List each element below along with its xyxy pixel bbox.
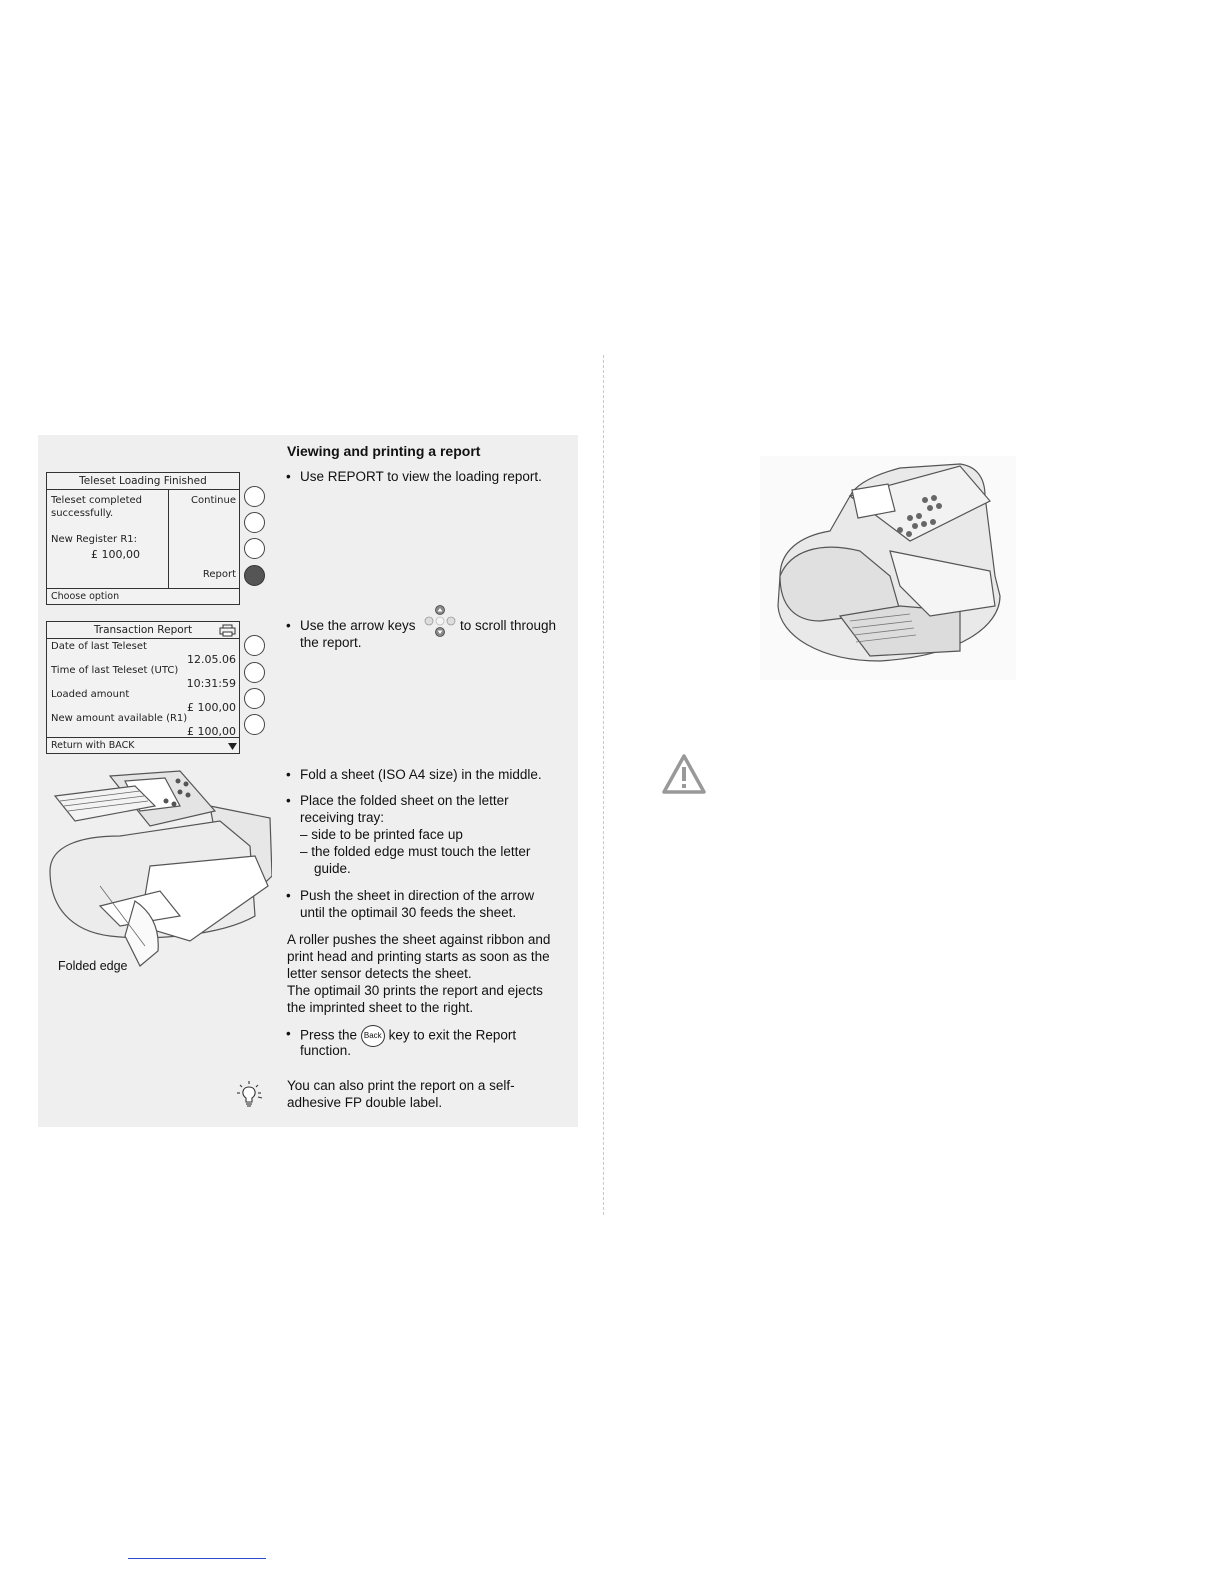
option-report: Report [202, 569, 236, 580]
step-6-text: Press the [300, 1027, 358, 1043]
back-key-icon: Back [361, 1025, 385, 1047]
paragraph-line: the imprinted sheet to the right. [287, 1000, 474, 1015]
screen-title: Teleset Loading Finished [47, 473, 239, 490]
row-value: 12.05.06 [187, 653, 236, 666]
step-2 [286, 617, 416, 634]
softkey-continue[interactable] [244, 486, 265, 507]
option-continue: Continue [191, 495, 236, 506]
softkey-4[interactable] [244, 714, 265, 735]
screen-message: Teleset completed [51, 495, 143, 506]
row-value: 10:31:59 [186, 677, 236, 690]
screen-footer [47, 737, 239, 753]
step-6-after: key to exit the Report [388, 1027, 517, 1043]
bullet-dot: • [286, 1026, 291, 1041]
step-6-cont: function. [300, 1043, 352, 1058]
section-heading: Viewing and printing a report [287, 443, 481, 459]
step-2-after: to scroll through [460, 618, 557, 633]
step-3-text: Fold a sheet (ISO A4 size) in the middle. [300, 767, 542, 782]
screen-footer: Choose option [47, 588, 239, 604]
sub-step-2-cont: guide. [314, 861, 351, 876]
row-label: Time of last Teleset (UTC) [51, 665, 179, 676]
tip-line: You can also print the report on a self- [287, 1078, 515, 1093]
lcd-screen-loading-finished [46, 472, 240, 605]
lcd-screen-transaction-report [46, 621, 240, 754]
sub-step-2: – the folded edge must touch the letter [300, 844, 531, 859]
row-label: Loaded amount [51, 689, 130, 700]
screen-title-text: Transaction Report [93, 624, 193, 636]
paragraph-line: letter sensor detects the sheet. [287, 966, 472, 981]
step-4 [286, 792, 509, 809]
machine-sheet-illustration [40, 766, 272, 976]
register-label: New Register R1: [51, 534, 138, 545]
step-1 [286, 468, 542, 485]
step-4-text: Place the folded sheet on the letter [300, 793, 509, 808]
softkey-2[interactable] [244, 512, 265, 533]
paragraph-line: A roller pushes the sheet against ribbon and [287, 932, 551, 947]
printer-icon [219, 624, 236, 637]
scroll-down-icon [228, 743, 237, 751]
step-5 [286, 887, 535, 904]
softkey-2[interactable] [244, 662, 265, 683]
step-5-text: Push the sheet in direction of the arrow [300, 888, 535, 903]
step-2-cont: the report. [300, 635, 362, 650]
row-label: New amount available (R1) [51, 713, 188, 724]
paragraph-line: print head and printing starts as soon as the [287, 949, 550, 964]
row-value: £ 100,00 [187, 725, 236, 738]
page-divider [603, 355, 604, 1215]
bullet-dot: • [286, 767, 291, 782]
warning-icon [660, 750, 708, 798]
bullet-dot: • [286, 469, 291, 484]
softkey-3[interactable] [244, 538, 265, 559]
step-1-text: Use REPORT to view the loading report. [300, 469, 542, 484]
row-value: £ 100,00 [187, 701, 236, 714]
screen-divider [168, 490, 169, 588]
softkey-3[interactable] [244, 688, 265, 709]
franking-machine-image [760, 456, 1016, 680]
register-value: £ 100,00 [91, 548, 140, 561]
lightbulb-icon [234, 1078, 268, 1112]
row-label: Date of last Teleset [51, 641, 147, 652]
softkey-report[interactable] [244, 565, 265, 586]
step-2-text: Use the arrow keys [300, 618, 416, 633]
bullet-dot: • [286, 888, 291, 903]
step-5-cont: until the optimail 30 feeds the sheet. [300, 905, 517, 920]
screen-title [47, 622, 239, 639]
bottom-link-underline [128, 1558, 266, 1559]
paragraph-line: The optimail 30 prints the report and ejects [287, 983, 543, 998]
screen-message-cont: successfully. [51, 508, 114, 519]
figure-caption: Folded edge [58, 959, 128, 973]
bullet-dot: • [286, 618, 291, 633]
bullet-dot: • [286, 793, 291, 808]
step-4-cont: receiving tray: [300, 810, 385, 825]
step-3 [286, 766, 542, 783]
softkey-1[interactable] [244, 635, 265, 656]
sub-step-1: – side to be printed face up [300, 827, 463, 842]
arrow-keys-icon [424, 605, 456, 637]
screen-footer-text: Return with BACK [51, 740, 135, 751]
tip-line: adhesive FP double label. [287, 1095, 443, 1110]
